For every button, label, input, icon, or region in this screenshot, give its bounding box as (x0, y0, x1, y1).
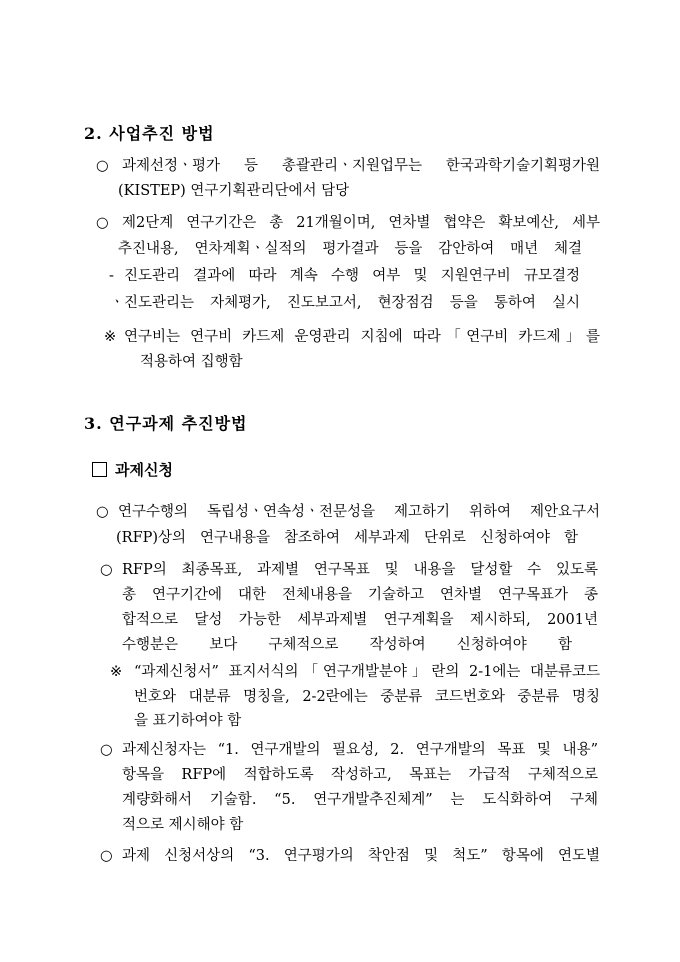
item-line: 수행분은 보다 구체적으로 작성하여 신청하여야 함 (122, 637, 572, 653)
dot-bullet-icon: ㆍ (110, 295, 125, 311)
subsection-label: 과제신청 (115, 461, 173, 479)
item-line: 항목을 RFP에 적합하도록 작성하고, 목표는 가급적 구체적으로 (122, 767, 598, 783)
item-line: 과제신청자는 “1. 연구개발의 필요성, 2. 연구개발의 목표 및 내용” (122, 742, 598, 758)
item-line: 총 연구기간에 대한 전체내용을 기술하고 연차별 연구목표가 종 (122, 587, 598, 603)
reference-mark-icon: ※ (110, 664, 123, 680)
dash-bullet-icon: - (109, 268, 114, 284)
item-line: 과제 신청서상의 “3. 연구평가의 착안점 및 척도” 항목에 연도별 (122, 848, 600, 864)
subsection-title (92, 460, 173, 480)
item-line: 적으로 제시해야 함 (122, 817, 244, 833)
section-2-heading: 2. 사업추진 방법 (84, 124, 215, 143)
circle-bullet-icon: ○ (100, 562, 113, 578)
item-line: 합적으로 달성 가능한 세부과제별 연구계획을 제시하되, 2001년 (122, 612, 598, 628)
note-line: 연구비는 연구비 카드제 운영관리 지침에 따라「연구비 카드제」를 (124, 329, 600, 345)
circle-bullet-icon: ○ (100, 742, 113, 758)
item-line: 추진내용, 연차계획ㆍ실적의 평가결과 등을 감안하여 매년 체결 (118, 241, 582, 257)
note-line: 번호와 대분류 명칭을, 2-2란에는 중분류 코드번호와 중분류 명칭 (134, 689, 600, 705)
circle-bullet-icon: ○ (96, 158, 109, 174)
reference-mark-icon: ※ (104, 329, 117, 345)
item-line: (RFP)상의 연구내용을 참조하여 세부과제 단위로 신청하여야 함 (116, 530, 578, 546)
checkbox-square-icon (92, 462, 107, 477)
item-line: 연구수행의 독립성ㆍ연속성ㆍ전문성을 제고하기 위하여 제안요구서 (118, 504, 600, 520)
item-line: RFP의 최종목표, 과제별 연구목표 및 내용을 달성할 수 있도록 (122, 562, 598, 578)
item-line: 진도관리는 자체평가, 진도보고서, 현장점검 등을 통하여 실시 (124, 295, 580, 311)
circle-bullet-icon: ○ (96, 504, 109, 520)
note-line: 을 표기하여야 함 (134, 713, 242, 729)
item-line: 계량화해서 기술함. “5. 연구개발추진체계” 는 도식화하여 구체 (122, 792, 598, 808)
circle-bullet-icon: ○ (100, 848, 113, 864)
note-line: 적용하여 집행함 (140, 354, 243, 370)
note-line: “과제신청서” 표지서식의「연구개발분야」란의 2-1에는 대분류코드 (134, 664, 600, 680)
item-line: 제2단계 연구기간은 총 21개월이며, 연차별 협약은 확보예산, 세부 (122, 215, 600, 231)
item-line: 과제선정ㆍ평가 등 총괄관리ㆍ지원업무는 한국과학기술기획평가원 (122, 158, 600, 174)
item-line: 진도관리 결과에 따라 계속 수행 여부 및 지원연구비 규모결정 (124, 268, 580, 284)
item-line: (KISTEP) 연구기획관리단에서 담당 (118, 183, 350, 199)
circle-bullet-icon: ○ (96, 215, 109, 231)
section-3-heading: 3. 연구과제 추진방법 (84, 414, 248, 433)
